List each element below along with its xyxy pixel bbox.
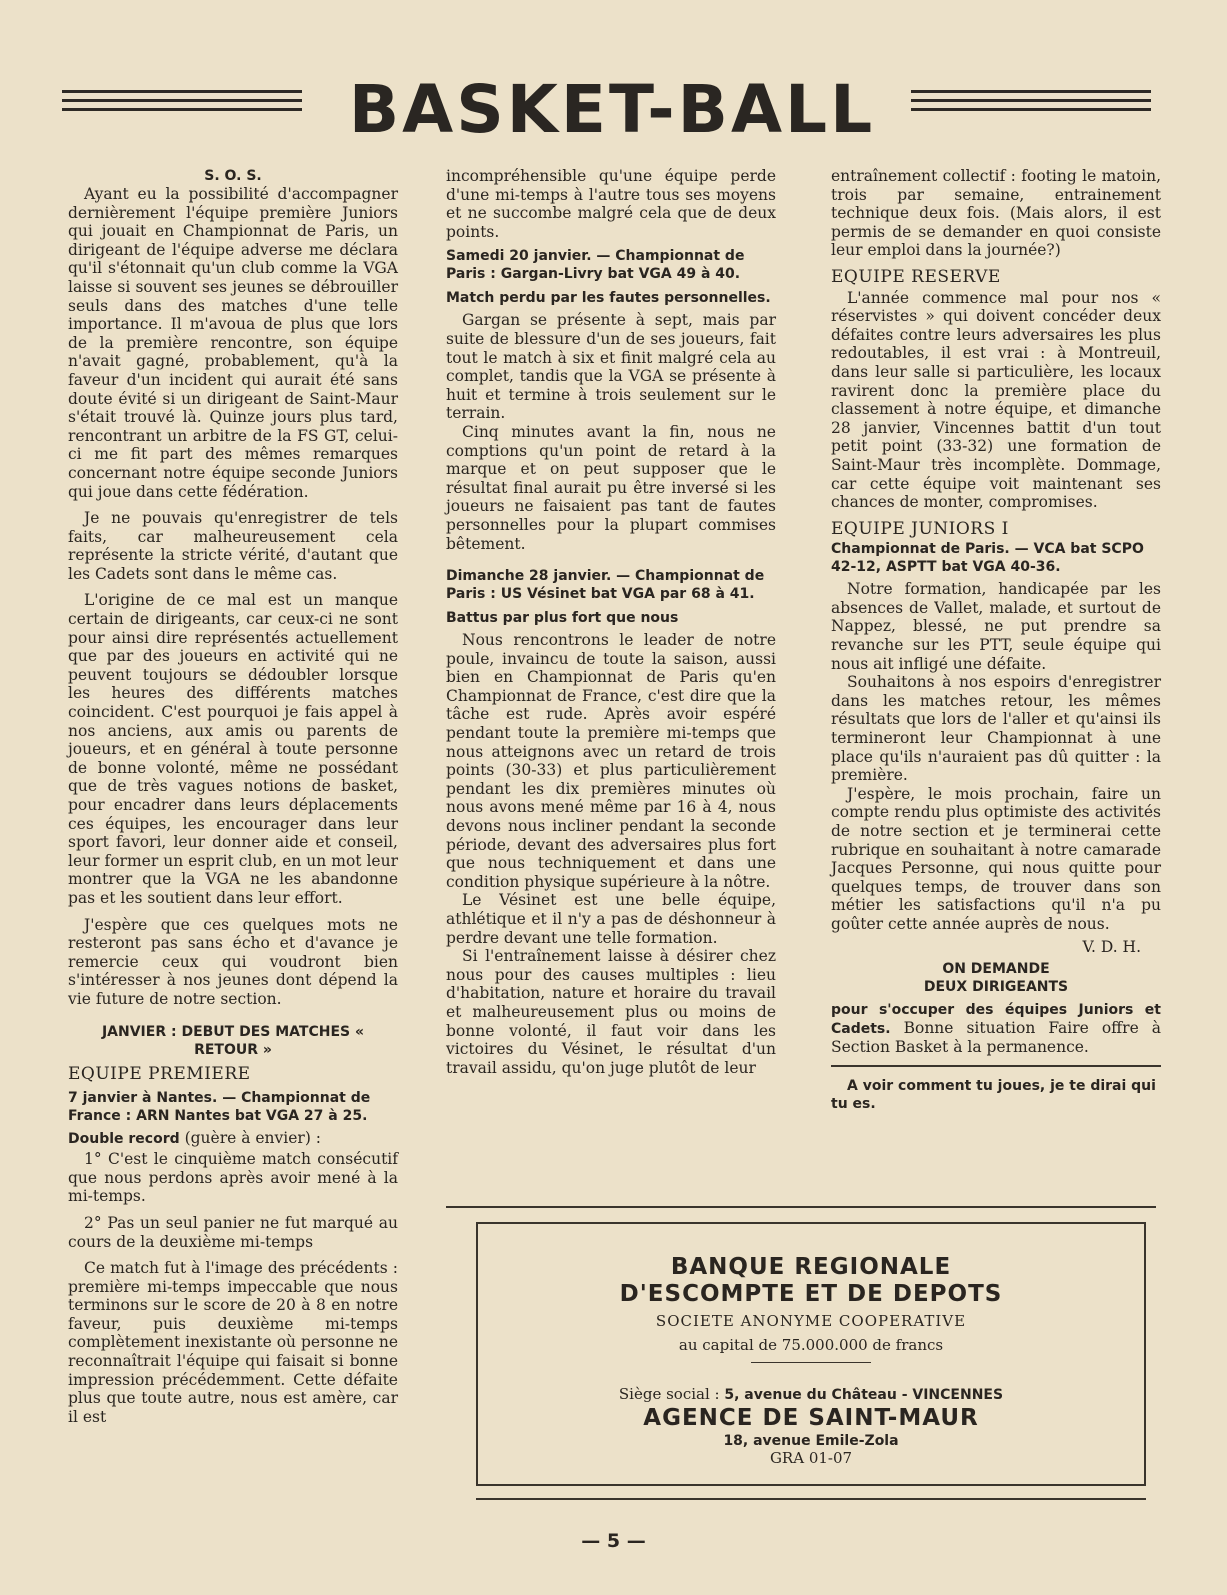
match-heading: Championnat de Paris. — VCA bat SCPO 42-12, ASPTT bat VGA 40-36. bbox=[831, 541, 1144, 576]
double-record-rest: (guère à envier) : bbox=[179, 1129, 322, 1148]
paragraph: Notre formation, handicapée par les absences de Vallet, malade, et surtout de Nappez, blessé, ne put prendre sa revanche sur les PTT, seule équipe qui nous ait infligé une défaite. bbox=[831, 580, 1161, 673]
header-rules-left bbox=[62, 90, 302, 117]
match-subheading: Battus par plus fort que nous bbox=[446, 610, 679, 627]
ad-agency: AGENCE DE SAINT-MAUR bbox=[643, 1405, 979, 1431]
paragraph: Cinq minutes avant la fin, nous ne comptions qu'un point de retard à la marque et on peut supposer que le résultat final aurait pu être inversé si les joueurs ne faisaient pas tant de fautes personnelles pour la plupart commises bêtement. bbox=[446, 422, 776, 553]
sos-heading: S. O. S. bbox=[204, 168, 262, 184]
equipe-juniors-heading: EQUIPE JUNIORS I bbox=[831, 518, 1009, 539]
divider bbox=[446, 1206, 1156, 1208]
paragraph: incompréhensible qu'une équipe perde d'une mi-temps à l'autre tous ses moyens et ne succombe malgré cela que de deux points. bbox=[446, 167, 776, 241]
match-heading: Samedi 20 janvier. — Championnat de Paris : Gargan-Livry bat VGA 49 à 40. bbox=[446, 248, 745, 283]
section-header bbox=[62, 70, 1157, 150]
match-subheading: Match perdu par les fautes personnelles. bbox=[446, 290, 771, 307]
column-3 bbox=[831, 167, 1161, 1113]
double-record-line bbox=[68, 1129, 398, 1148]
page-title: BASKET-BALL bbox=[348, 71, 876, 148]
ad-separator bbox=[751, 1362, 871, 1363]
column-1 bbox=[68, 167, 398, 1426]
demande-rest: Bonne situation Faire offre à Section Basket à la permanence. bbox=[831, 1019, 1161, 1057]
column-2 bbox=[446, 167, 776, 1077]
paragraph: Gargan se présente à sept, mais par suite de blessure d'un de ses joueurs, fait tout le match à six et finit malgré cela au complet, tandis que la VGA se présente à huit et termine à trois seulement sur le terrain. bbox=[446, 311, 776, 423]
demande-heading-2: DEUX DIRIGEANTS bbox=[923, 979, 1069, 996]
paragraph: Nous rencontrons le leader de notre poule, invaincu de toute la saison, aussi bien en Championnat de Paris qu'en Championnat de France, c'est dire que la tâche est rude. Après avoir espéré pendant toute la première mi-temps que nous atteignons avec un retard de trois points (30-33) et plus particulièrement pendant les dix premières minutes où nous avons mené même par 16 à 4, nous devons nous incliner pendant la seconde période, devant des adversaires plus fort que nous techniquement et dans une condition physique supérieure à la nôtre. bbox=[446, 631, 776, 891]
paragraph: J'espère, le mois prochain, faire un compte rendu plus optimiste des activités de notre section et je terminerai cette rubrique en souhaitant à notre camarade Jacques Personne, qui nous quitte pour quelques temps, de trouver dans son métier les satisfactions qu'il n'a pu goûter cette année auprès de nous. bbox=[831, 784, 1161, 933]
signature: V. D. H. bbox=[1082, 937, 1141, 956]
match-heading: 7 janvier à Nantes. — Championnat de France : ARN Nantes bat VGA 27 à 25. bbox=[68, 1090, 371, 1125]
equipe-premiere-heading: EQUIPE PREMIERE bbox=[68, 1063, 251, 1084]
match-heading: Dimanche 28 janvier. — Championnat de Paris : US Vésinet bat VGA par 68 à 41. bbox=[446, 568, 765, 603]
ad-company-type: SOCIETE ANONYME COOPERATIVE bbox=[655, 1312, 967, 1330]
janvier-heading: JANVIER : DEBUT DES MATCHES « RETOUR » bbox=[101, 1023, 365, 1058]
ad-head-office bbox=[478, 1385, 1144, 1403]
ad-address: 18, avenue Emile-Zola bbox=[723, 1433, 899, 1449]
paragraph: Le Vésinet est une belle équipe, athlétique et il n'y a pas de déshonneur à perdre devant une telle formation. bbox=[446, 891, 776, 947]
header-rules-right bbox=[911, 90, 1151, 117]
ad-siege-label: Siège social : bbox=[618, 1385, 725, 1403]
ad-bank-name-2: D'ESCOMPTE ET DE DEPOTS bbox=[619, 1281, 1003, 1307]
demande-bold: pour s'occuper des équipes Juniors et Cadets. bbox=[831, 1002, 1161, 1038]
paragraph: Souhaitons à nos espoirs d'enregistrer dans les matches retour, les mêmes résultats que lors de l'aller et qu'ainsi ils termineront leur Championnat à une place qu'ils n'auraient pas dû quitter : la première. bbox=[831, 673, 1161, 785]
bank-advertisement bbox=[476, 1222, 1146, 1486]
page-number: — 5 — bbox=[581, 1530, 646, 1552]
paragraph: Ce match fut à l'image des précédents : première mi-temps impeccable que nous terminons sur le score de 20 à 8 en notre faveur, puis deuxième mi-temps complètement inexistante où personne ne reconnaîtrait l'équipe qui faisait si bonne impression précédemment. Cette défaite plus que toute autre, nous est amère, car il est bbox=[68, 1259, 398, 1426]
paragraph: Ayant eu la possibilité d'accompagner dernièrement l'équipe première Juniors qui jouait en Championnat de Paris, un dirigeant de l'équipe adverse me déclara qu'il s'étonnait qu'un club comme la VGA laisse si souvent ses jeunes se débrouiller seuls dans des matches d'une telle importance. Il m'avoua de plus que lors de la première rencontre, son équipe n'avait gagné, probablement, qu'à la faveur d'un incident qui aurait été sans doute évité si un dirigeant de Saint-Maur s'était trouvé là. Quinze jours plus tard, rencontrant un arbitre de la FS GT, celui-ci me fit part des mêmes remarques concernant notre équipe seconde Juniors qui joue dans cette fédération. bbox=[68, 185, 398, 501]
ad-phone: GRA 01-07 bbox=[769, 1449, 853, 1467]
demande-text bbox=[831, 1000, 1161, 1057]
paragraph: Je ne pouvais qu'enregistrer de tels faits, car malheureusement cela représente la stricte vérité, d'autant que les Cadets sont dans le même cas. bbox=[68, 509, 398, 583]
ad-capital: au capital de 75.000.000 de francs bbox=[678, 1336, 944, 1354]
double-record-bold: Double record bbox=[68, 1131, 180, 1148]
paragraph: J'espère que ces quelques mots ne resteront pas sans écho et d'avance je remercie ceux qui voudront bien s'intéresser à nos jeunes dont dépend la vie future de notre section. bbox=[68, 915, 398, 1008]
divider bbox=[831, 1065, 1161, 1067]
ad-bank-name-1: BANQUE REGIONALE bbox=[670, 1254, 952, 1280]
list-item: 1° C'est le cinquième match consécutif que nous perdons après avoir mené à la mi-temps. bbox=[68, 1150, 398, 1206]
equipe-reserve-heading: EQUIPE RESERVE bbox=[831, 266, 1001, 287]
closing-quote: A voir comment tu joues, je te dirai qui tu es. bbox=[831, 1077, 1156, 1112]
demande-heading-1: ON DEMANDE bbox=[942, 961, 1050, 978]
paragraph: L'année commence mal pour nos « réservistes » qui doivent concéder deux défaites contre leurs adversaires les plus redoutables, il est vrai : à Montreuil, dans leur salle si particulière, les locaux ravirent donc la première place du classement à notre équipe, et dimanche 28 janvier, Vincennes battit d'un tout petit point (33-32) une formation de Saint-Maur très incomplète. Dommage, car cette équipe voit maintenant ses chances de monter, compromises. bbox=[831, 288, 1161, 512]
ad-siege-address: 5, avenue du Château - VINCENNES bbox=[724, 1387, 1004, 1403]
divider bbox=[476, 1498, 1146, 1500]
paragraph: L'origine de ce mal est un manque certain de dirigeants, car ceux-ci ne sont pour ainsi dire représentés actuellement que par des joueurs en activité qui ne peuvent toujours se dédoubler lorsque les heures des différents matches coincident. C'est pourquoi je fais appel à nos anciens, aux amis ou parents de joueurs, et en général à toute personne de bonne volonté, même ne possédant que de très vagues notions de basket, pour encadrer dans leurs déplacements ces équipes, les encourager dans leur sport favori, leur donner aide et conseil, leur former un esprit club, en un mot leur montrer que la VGA ne les abandonne pas et les soutient dans leur effort. bbox=[68, 591, 398, 907]
paragraph: Si l'entraînement laisse à désirer chez nous pour des causes multiples : lieu d'habitation, nature et horaire du travail et malheureusement plus ou moins de bonne volonté, il faut voir dans les victoires du Vésinet, le résultat d'un travail assidu, qu'on juge plutôt de leur bbox=[446, 947, 776, 1077]
paragraph: entraînement collectif : footing le matoin, trois par semaine, entrainement technique deux fois. (Mais alors, il est permis de se demander en quoi consiste leur emploi dans la journée?) bbox=[831, 167, 1161, 260]
list-item: 2° Pas un seul panier ne fut marqué au cours de la deuxième mi-temps bbox=[68, 1213, 398, 1251]
